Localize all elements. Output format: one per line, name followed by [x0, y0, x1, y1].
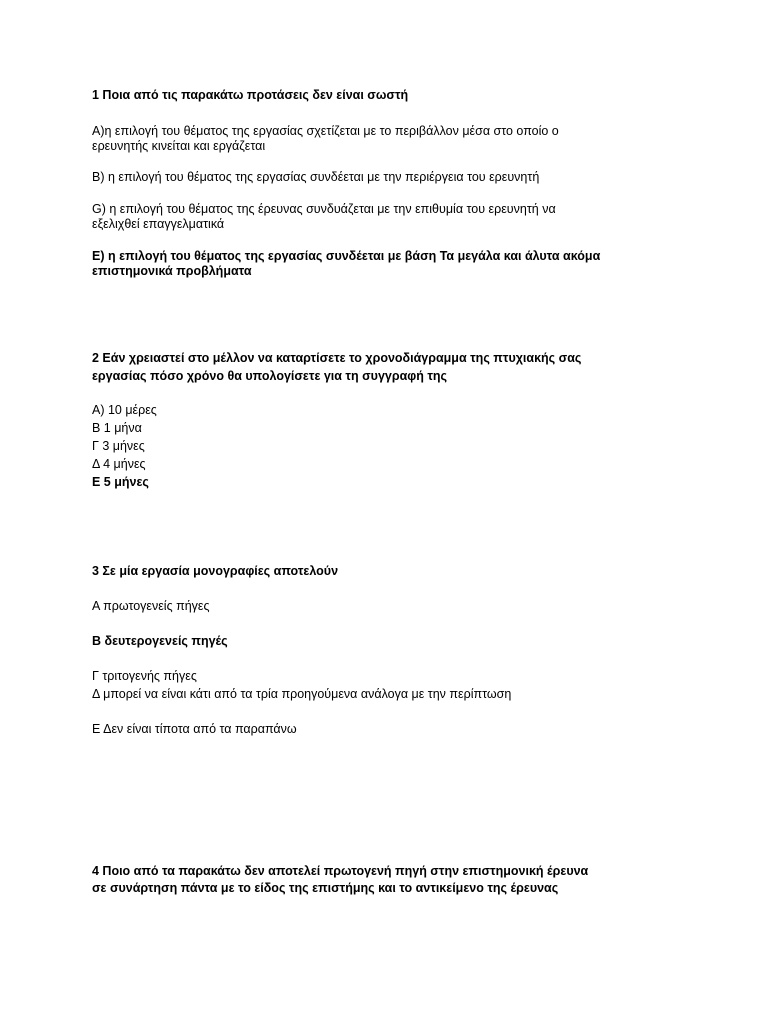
question-1-title: 1 Ποια από τις παρακάτω προτάσεις δεν είναι σωστή: [92, 88, 409, 102]
question-2-option-b: Β 1 μήνα: [92, 421, 142, 435]
question-3-option-b: Β δευτερογενείς πηγές: [92, 634, 228, 648]
question-2-title-line-1: 2 Εάν χρειαστεί στο μέλλον να καταρτίσετε το χρονοδιάγραμμα της πτυχιακής σας: [92, 351, 582, 365]
question-4-title-line-2: σε συνάρτηση πάντα με το είδος της επιστήμης και το αντικείμενο της έρευνας: [92, 881, 559, 895]
question-1-option-b: Β) η επιλογή του θέματος της εργασίας συνδέεται με την περιέργεια του ερευνητή: [92, 170, 540, 184]
question-3-option-g: Γ τριτογενής πήγες: [92, 669, 197, 683]
question-2-option-e: Ε 5 μήνες: [92, 475, 149, 489]
question-3-option-e: Ε Δεν είναι τίποτα από τα παραπάνω: [92, 722, 297, 736]
question-2-option-d: Δ 4 μήνες: [92, 457, 146, 471]
question-1-option-e-line-2: επιστημονικά προβλήματα: [92, 264, 252, 278]
question-4-title-line-1: 4 Ποιο από τα παρακάτω δεν αποτελεί πρωτογενή πηγή στην επιστημονική έρευνα: [92, 864, 589, 878]
question-1-option-g-line-2: εξελιχθεί επαγγελματικά: [92, 217, 225, 231]
question-2-title-line-2: εργασίας πόσο χρόνο θα υπολογίσετε για τη συγγραφή της: [92, 369, 448, 383]
question-2-option-a: Α) 10 μέρες: [92, 403, 157, 417]
question-1-option-e-line-1: Ε) η επιλογή του θέματος της εργασίας συνδέεται με βάση Τα μεγάλα και άλυτα ακόμα: [92, 249, 601, 263]
question-1-option-a-line-1: Α)η επιλογή του θέματος της εργασίας σχετίζεται με το περιβάλλον μέσα στο οποίο ο: [92, 124, 559, 138]
question-3-title: 3 Σε μία εργασία μονογραφίες αποτελούν: [92, 564, 339, 578]
question-3-option-a: Α πρωτογενείς πήγες: [92, 599, 210, 613]
question-1-option-a-line-2: ερευνητής κινείται και εργάζεται: [92, 139, 266, 153]
question-2-option-g: Γ 3 μήνες: [92, 439, 145, 453]
question-1-option-g-line-1: G) η επιλογή του θέματος της έρευνας συνδυάζεται με την επιθυμία του ερευνητή να: [92, 202, 556, 216]
question-3-option-d: Δ μπορεί να είναι κάτι από τα τρία προηγούμενα ανάλογα με την περίπτωση: [92, 687, 512, 701]
